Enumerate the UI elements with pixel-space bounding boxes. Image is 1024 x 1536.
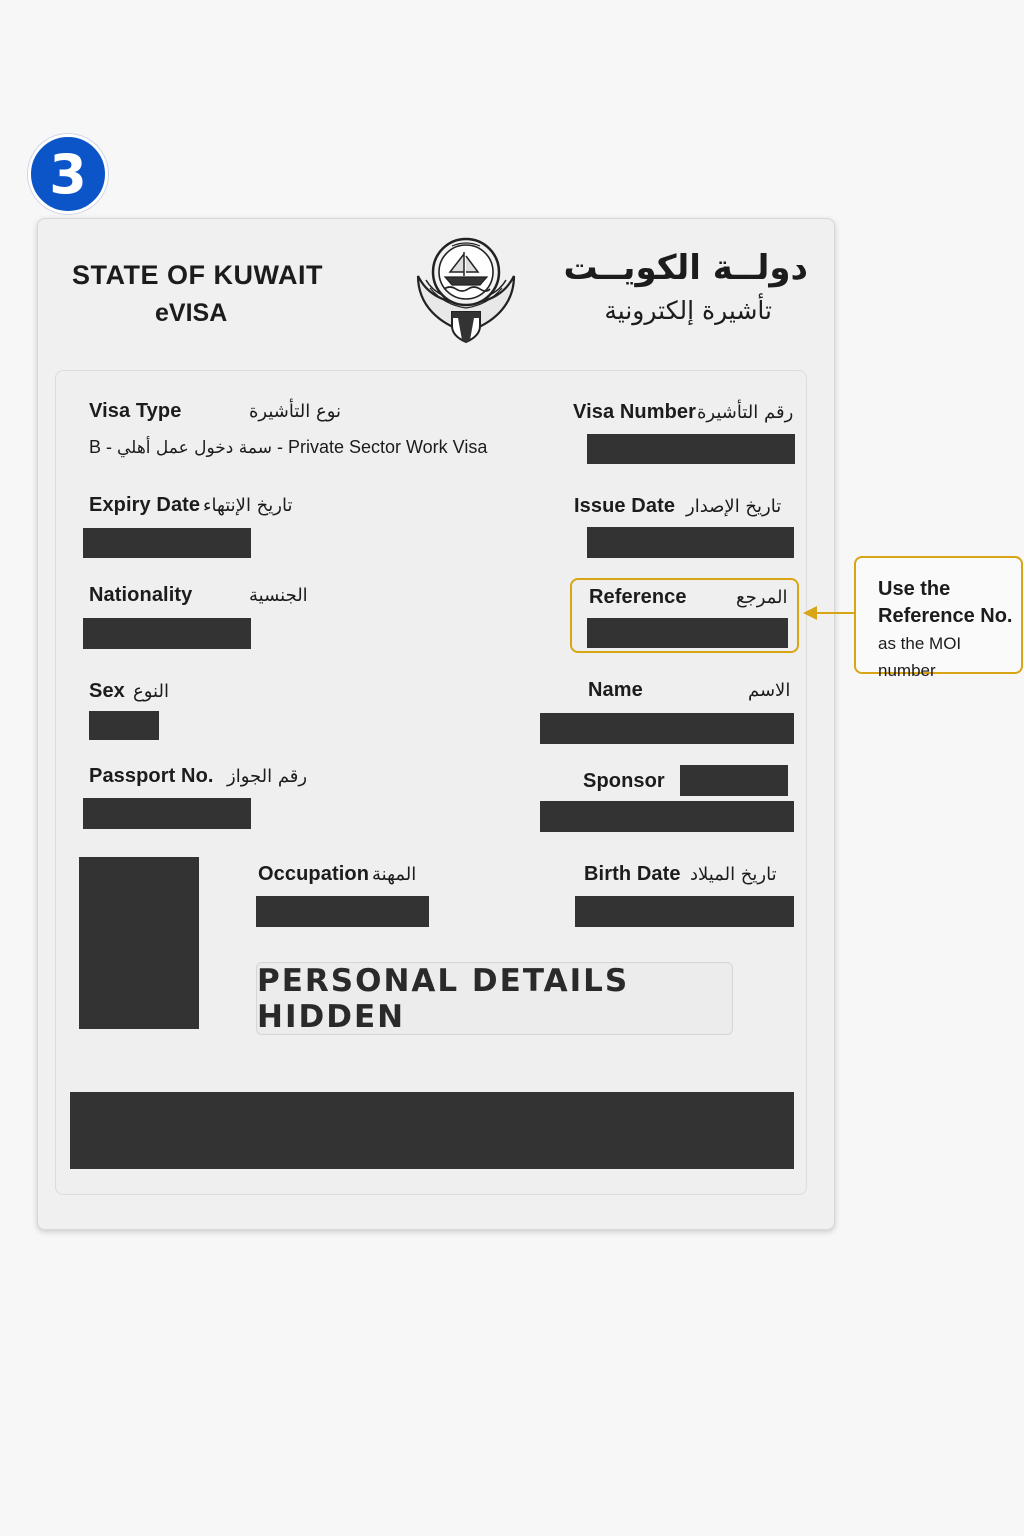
visa-number-redaction xyxy=(587,434,795,464)
kuwait-emblem-icon xyxy=(412,232,520,348)
subtitle-english: eVISA xyxy=(155,299,228,327)
callout-line-1: Use the xyxy=(878,578,951,600)
birth-date-label: Birth Date xyxy=(584,863,681,885)
visa-type-value xyxy=(89,437,487,458)
expiry-date-label-arabic: تاريخ الإنتهاء xyxy=(203,495,293,516)
issue-date-label-arabic: تاريخ الإصدار xyxy=(686,496,782,517)
name-redaction xyxy=(540,713,794,744)
visa-type-arabic-description: سمة دخول عمل أهلي xyxy=(117,438,272,458)
visa-type-label-arabic: نوع التأشيرة xyxy=(249,401,342,422)
photo-redaction xyxy=(79,857,199,1029)
visa-type-label: Visa Type xyxy=(89,400,182,422)
sex-label: Sex xyxy=(89,680,125,702)
subtitle-arabic: تأشيرة إلكترونية xyxy=(604,296,772,325)
visa-type-english-description: - Private Sector Work Visa xyxy=(271,437,488,457)
occupation-label-arabic: المهنة xyxy=(372,864,417,885)
arrow-left-icon xyxy=(803,606,817,620)
passport-number-label: Passport No. xyxy=(89,765,214,787)
occupation-redaction xyxy=(256,896,429,927)
sex-label-arabic: النوع xyxy=(133,681,169,702)
personal-details-hidden-notice: PERSONAL DETAILS HIDDEN xyxy=(256,962,733,1035)
reference-label: Reference xyxy=(589,586,687,608)
name-label: Name xyxy=(588,679,643,701)
birth-date-redaction xyxy=(575,896,794,927)
expiry-date-label: Expiry Date xyxy=(89,494,201,516)
expiry-date-redaction xyxy=(83,528,251,558)
callout-line-3: as the MOI number xyxy=(878,634,962,680)
nationality-label: Nationality xyxy=(89,584,193,606)
title-arabic: دولــة الكويــت xyxy=(563,248,808,288)
issue-date-label: Issue Date xyxy=(574,495,676,517)
birth-date-label-arabic: تاريخ الميلاد xyxy=(690,864,777,885)
visa-type-code: B - xyxy=(89,437,118,457)
nationality-label-arabic: الجنسية xyxy=(249,585,308,606)
sponsor-name-redaction xyxy=(540,801,794,832)
callout-line-2: Reference No. xyxy=(878,605,1013,627)
reference-redaction xyxy=(587,618,788,648)
issue-date-redaction xyxy=(587,527,794,558)
visa-number-label-arabic: رقم التأشيرة xyxy=(697,402,794,423)
title-english: STATE OF KUWAIT xyxy=(72,260,323,290)
nationality-redaction xyxy=(83,618,251,649)
name-label-arabic: الاسم xyxy=(748,680,791,701)
reference-callout xyxy=(854,556,1023,680)
callout-arrow-line xyxy=(816,612,854,614)
passport-number-label-arabic: رقم الجواز xyxy=(227,766,308,787)
machine-readable-zone-redaction xyxy=(70,1092,794,1169)
sponsor-label: Sponsor xyxy=(583,770,665,792)
step-number-badge: 3 xyxy=(28,134,108,214)
visa-number-label: Visa Number xyxy=(573,401,697,423)
sponsor-id-redaction xyxy=(680,765,788,796)
sex-redaction xyxy=(89,711,159,740)
occupation-label: Occupation xyxy=(258,863,370,885)
passport-number-redaction xyxy=(83,798,251,829)
reference-label-arabic: المرجع xyxy=(736,587,788,608)
